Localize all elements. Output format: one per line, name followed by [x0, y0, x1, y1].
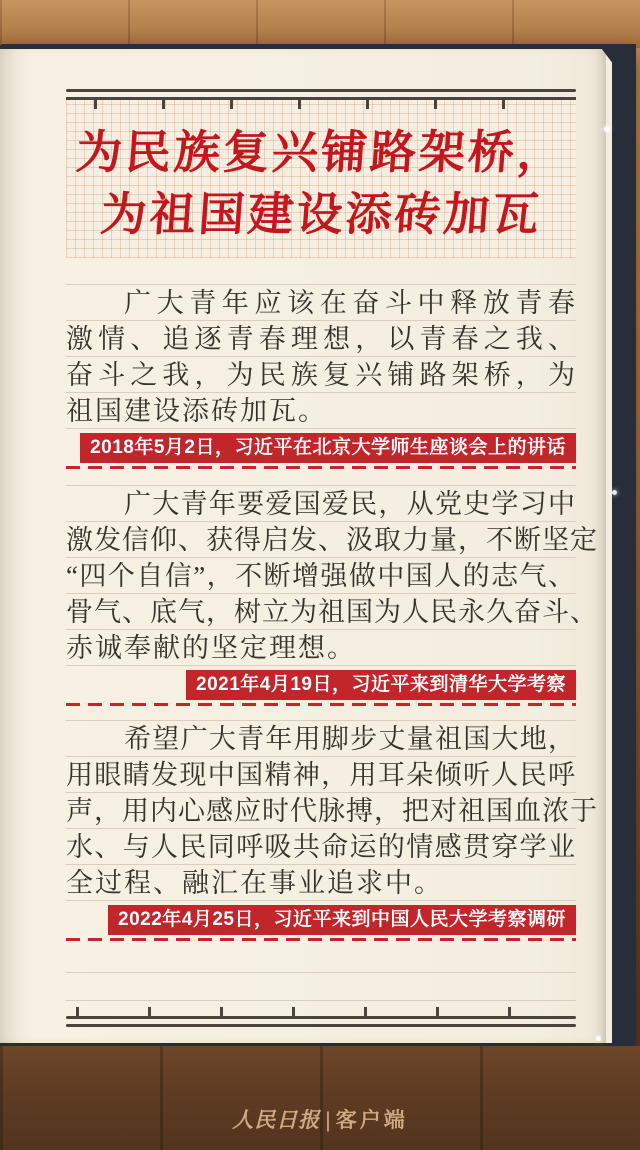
quote-line: 希望广大青年用脚步丈量祖国大地， [66, 721, 576, 757]
dashed-divider-3 [66, 938, 576, 941]
quote-line: 赤诚奉献的坚定理想。 [66, 630, 576, 666]
notebook [0, 44, 636, 1050]
quote-line: 用眼睛发现中国精神，用耳朵倾听人民呼 [66, 757, 576, 793]
blank-rule-line [66, 947, 576, 973]
peoples-daily-logo: 人民日报 [232, 1107, 321, 1132]
headline-line-2: 为祖国建设添砖加瓦 [98, 189, 544, 240]
ruler-ticks [94, 100, 520, 109]
source-banner-2: 2021年4月19日，习近平来到清华大学考察 [186, 670, 576, 700]
quote-line: 祖国建设添砖加瓦。 [66, 393, 576, 429]
publisher-watermark [232, 1104, 407, 1134]
blank-rule-line [66, 973, 576, 1001]
bottom-rule-line [66, 1024, 576, 1027]
quote-line: 广大青年要爱国爱民，从党史学习中 [66, 486, 576, 522]
ruler-ticks [76, 1007, 576, 1016]
watermark-divider: | [325, 1109, 331, 1132]
blank-rule-lines [66, 947, 576, 1001]
quote-line: 全过程、融汇在事业追求中。 [66, 865, 576, 901]
desk-wood-bottom [0, 1046, 640, 1150]
dashed-divider-1 [66, 466, 576, 469]
bottom-border-rule [66, 1007, 576, 1027]
quote-line: 奋斗之我，为民族复兴铺路架桥，为 [66, 357, 576, 393]
dust-speck [612, 490, 617, 495]
dust-speck [596, 1036, 601, 1041]
watermark-suffix: 客户端 [335, 1109, 408, 1132]
quote-line: 声，用内心感应时代脉搏，把对祖国血浓于 [66, 793, 576, 829]
notebook-page [0, 49, 612, 1043]
quote-line: 水、与人民同呼吸共命运的情感贯穿学业 [66, 829, 576, 865]
bottom-rule-line [66, 1016, 576, 1019]
source-banner-3: 2022年4月25日，习近平来到中国人民大学考察调研 [108, 905, 576, 935]
top-border-rule [66, 89, 576, 92]
quote-line: “四个自信”，不断增强做中国人的志气、 [66, 558, 576, 594]
quote-line: 激发信仰、获得启发、汲取力量，不断坚定 [66, 522, 576, 558]
quote-line: 广大青年应该在奋斗中释放青春 [66, 285, 576, 321]
dust-speck [604, 126, 610, 132]
title-grid-panel [66, 97, 576, 258]
desk-wood-top [0, 0, 640, 48]
top-rule-line [66, 89, 576, 92]
quote-line: 骨气、底气，树立为祖国为人民永久奋斗、 [66, 594, 576, 630]
quote-paragraph-1 [66, 284, 576, 469]
quote-paragraph-3 [66, 720, 598, 941]
quote-line: 激情、追逐青春理想，以青春之我、 [66, 321, 576, 357]
source-banner-1: 2018年5月2日，习近平在北京大学师生座谈会上的讲话 [80, 433, 576, 463]
page-content [0, 49, 606, 1027]
quote-paragraph-2 [66, 485, 598, 706]
headline-line-1: 为民族复兴铺路架桥， [74, 127, 568, 178]
dashed-divider-2 [66, 703, 576, 706]
